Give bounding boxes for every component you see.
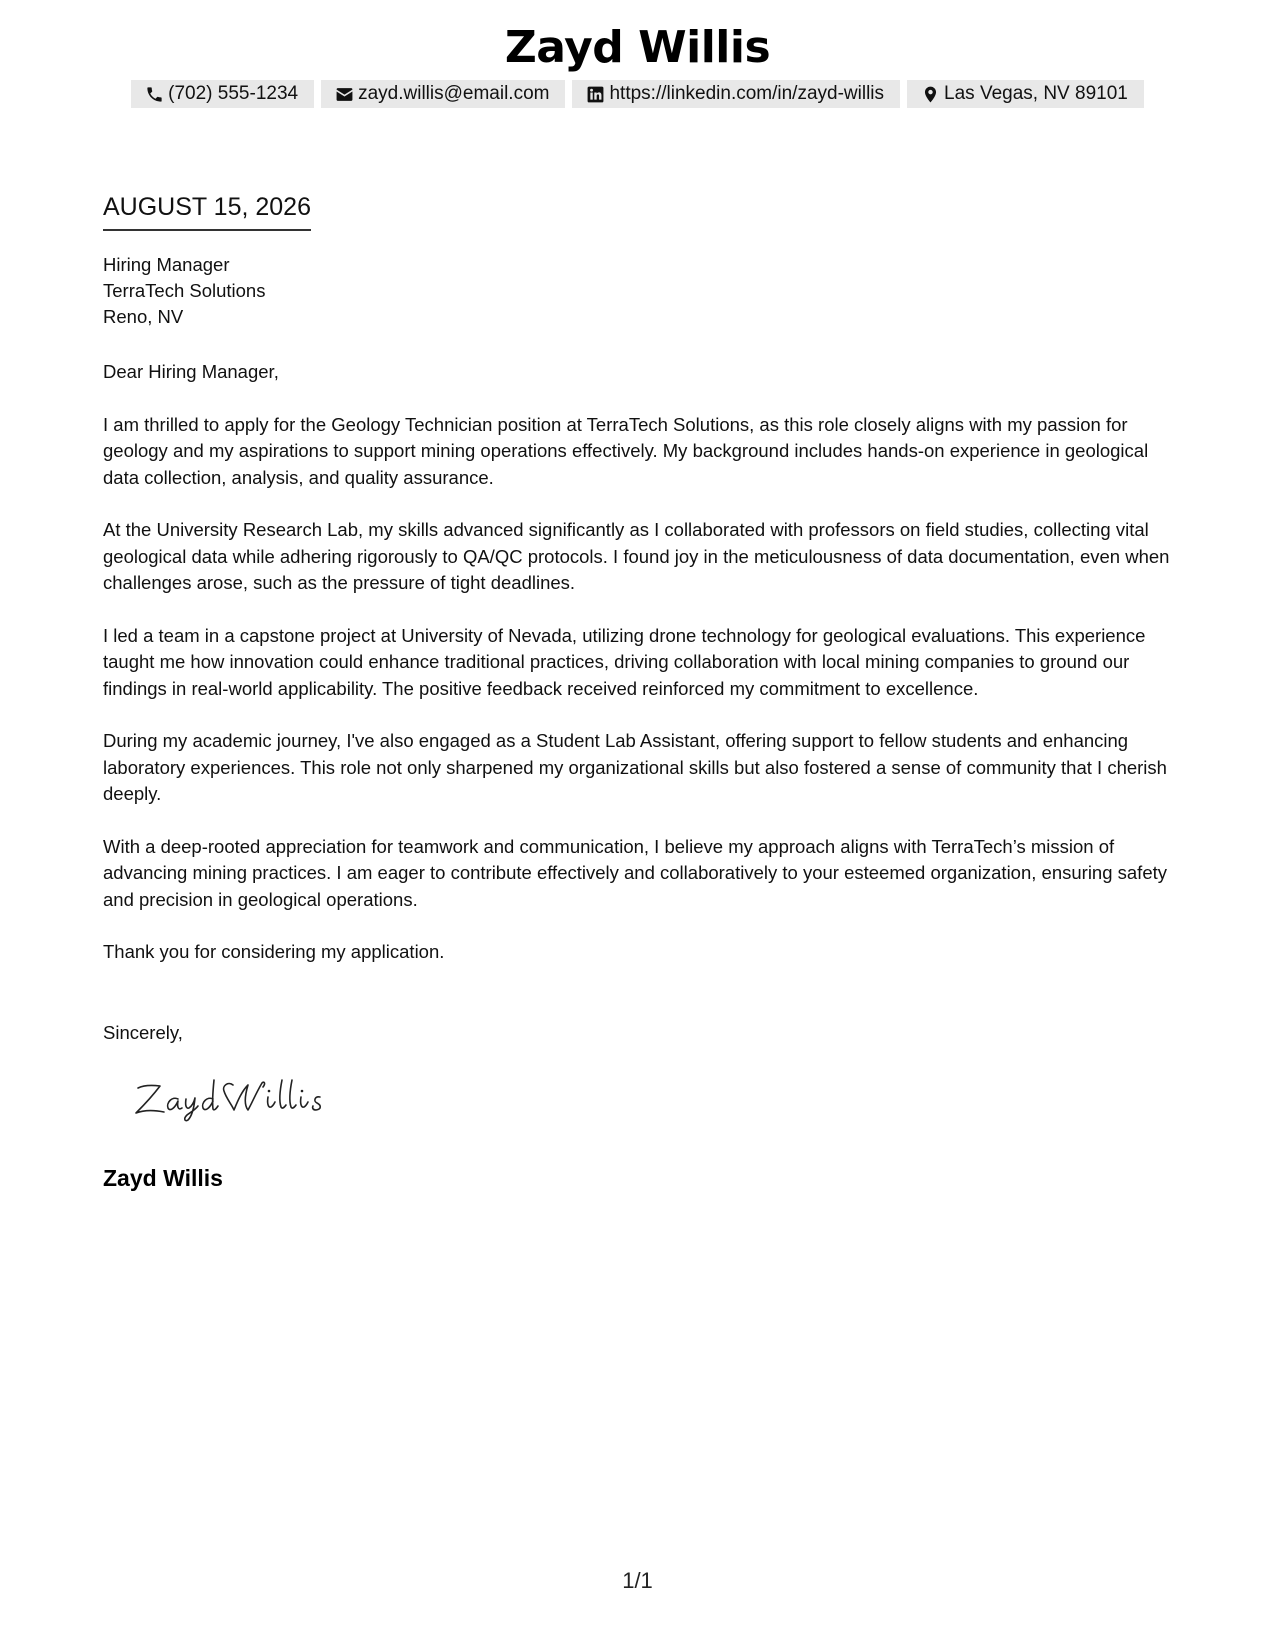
contact-bar	[0, 80, 1275, 108]
contact-phone-text: (702) 555-1234	[168, 83, 299, 104]
recipient-location: Reno, NV	[103, 306, 184, 327]
map-pin-icon	[921, 85, 940, 104]
contact-linkedin-text: https://linkedin.com/in/zayd-willis	[609, 83, 885, 104]
body-paragraph: Thank you for considering my application.	[103, 941, 445, 962]
contact-location-text: Las Vegas, NV 89101	[944, 83, 1128, 104]
body-paragraph: During my academic journey, I've also engaged as a Student Lab Assistant, offering support to fellow students and enhancing laboratory experiences. This role not only sharpened my organizational skills but also fostered a sense of community that I cherish deeply.	[103, 730, 1167, 804]
closing: Sincerely,	[103, 1022, 183, 1043]
body-paragraph: With a deep-rooted appreciation for teamwork and communication, I believe my approach aligns with TerraTech’s mission of advancing mining practices. I am eager to contribute effectively and collaboratively to your esteemed organization, ensuring safety and precision in geological operations.	[103, 835, 1168, 910]
salutation: Dear Hiring Manager,	[103, 361, 279, 382]
linkedin-icon	[586, 85, 605, 104]
letter-body	[103, 359, 1173, 992]
letter-date: AUGUST 15, 2026	[103, 190, 311, 231]
contact-linkedin	[572, 80, 900, 108]
contact-email-text: zayd.willis@email.com	[358, 83, 550, 104]
contact-phone	[131, 80, 314, 108]
contact-location	[907, 80, 1144, 108]
handwritten-signature	[130, 1075, 350, 1125]
contact-email	[321, 80, 565, 108]
page-number: 1/1	[622, 1568, 653, 1593]
recipient-title: Hiring Manager	[103, 254, 230, 275]
phone-icon	[145, 85, 164, 104]
body-paragraph: I am thrilled to apply for the Geology Technician position at TerraTech Solutions, as this role closely aligns with my passion for geology and my aspirations to support mining operations effectively. My background includes hands-on experience in geological data collection, analysis, and quality assurance.	[103, 413, 1149, 488]
recipient-block	[103, 252, 265, 330]
body-paragraph: I led a team in a capstone project at University of Nevada, utilizing drone technology for geological evaluations. This experience taught me how innovation could enhance traditional practices, driving collaboration with local mining companies to ground our findings in real-world applicability. The positive feedback received reinforced my commitment to excellence.	[103, 624, 1146, 699]
signer-name: Zayd Willis	[103, 1165, 223, 1191]
body-paragraph: At the University Research Lab, my skills advanced significantly as I collaborated with professors on field studies, collecting vital geological data while adhering rigorously to QA/QC protocols. I found joy in the meticulousness of data documentation, even when challenges arose, such as the pressure of tight deadlines.	[103, 519, 1170, 593]
envelope-icon	[335, 85, 354, 104]
applicant-name: Zayd Willis	[504, 22, 771, 73]
recipient-company: TerraTech Solutions	[103, 280, 266, 301]
